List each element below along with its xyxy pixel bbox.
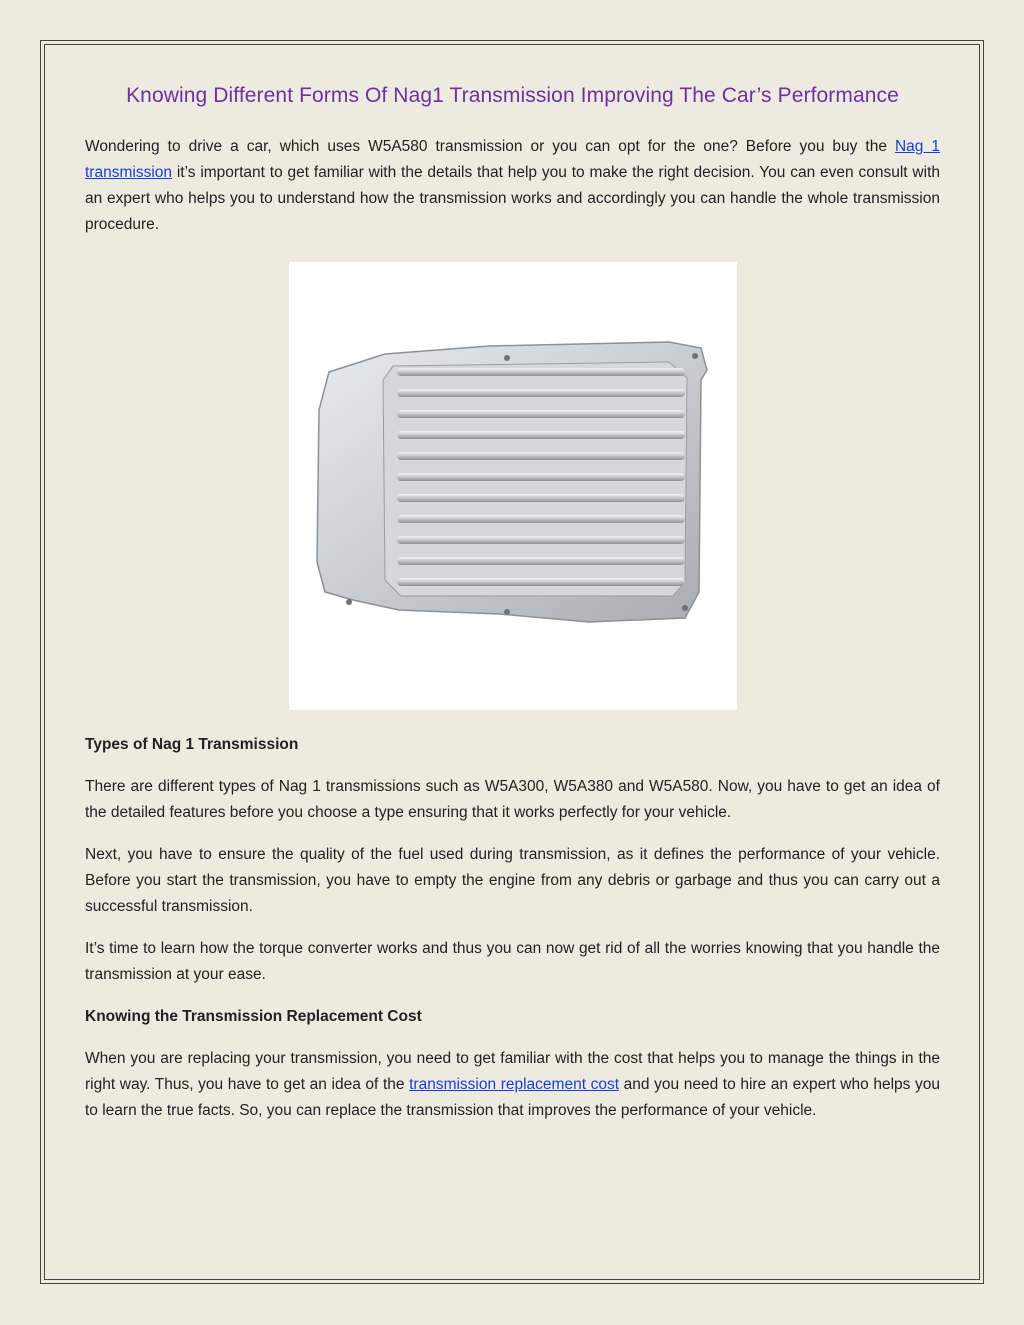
types-paragraph-3: It’s time to learn how the torque converter works and thus you can now get rid of all the worries knowing that you handle the transmission at your ease. (85, 940, 940, 983)
transmission-pan-image (289, 262, 737, 710)
intro-paragraph (85, 134, 940, 238)
section-heading-replacement-cost: Knowing the Transmission Replacement Cost (85, 1008, 422, 1025)
section-heading-types: Types of Nag 1 Transmission (85, 736, 299, 753)
cost-text-after: and you need to hire an expert who helps you to learn the true facts. So, you can replace the transmission that improves the performance of your vehicle. (85, 1076, 940, 1119)
cost-text-before: When you are replacing your transmission, you need to get familiar with the cost that helps you to manage the things in the right way. Thus, you have to get an idea of the (85, 1050, 940, 1093)
types-paragraph-1: There are different types of Nag 1 transmissions such as W5A300, W5A380 and W5A580. Now, you have to get an idea of the detailed features before you choose a type ensuring that it works perfectly for your vehicle. (85, 778, 940, 821)
nag1-transmission-link[interactable]: Nag 1 transmission (85, 138, 940, 181)
document-title: Knowing Different Forms Of Nag1 Transmission Improving The Car’s Performance (126, 84, 899, 107)
intro-text-before: Wondering to drive a car, which uses W5A580 transmission or you can opt for the one? Before you buy the (85, 138, 895, 155)
replacement-cost-paragraph (85, 1046, 940, 1124)
transmission-replacement-cost-link[interactable]: transmission replacement cost (409, 1076, 620, 1093)
transmission-pan-illustration (289, 262, 737, 710)
document-body (85, 84, 940, 1140)
types-paragraph-2: Next, you have to ensure the quality of the fuel used during transmission, as it defines the performance of your vehicle. Before you start the transmission, you have to empty the engine from any debris or garbage and thus you can carry out a successful transmission. (85, 846, 940, 915)
intro-text-after: it’s important to get familiar with the details that help you to make the right decision. You can even consult with an expert who helps you to understand how the transmission works and accordingly you can handle the whole transmission procedure. (85, 164, 940, 233)
